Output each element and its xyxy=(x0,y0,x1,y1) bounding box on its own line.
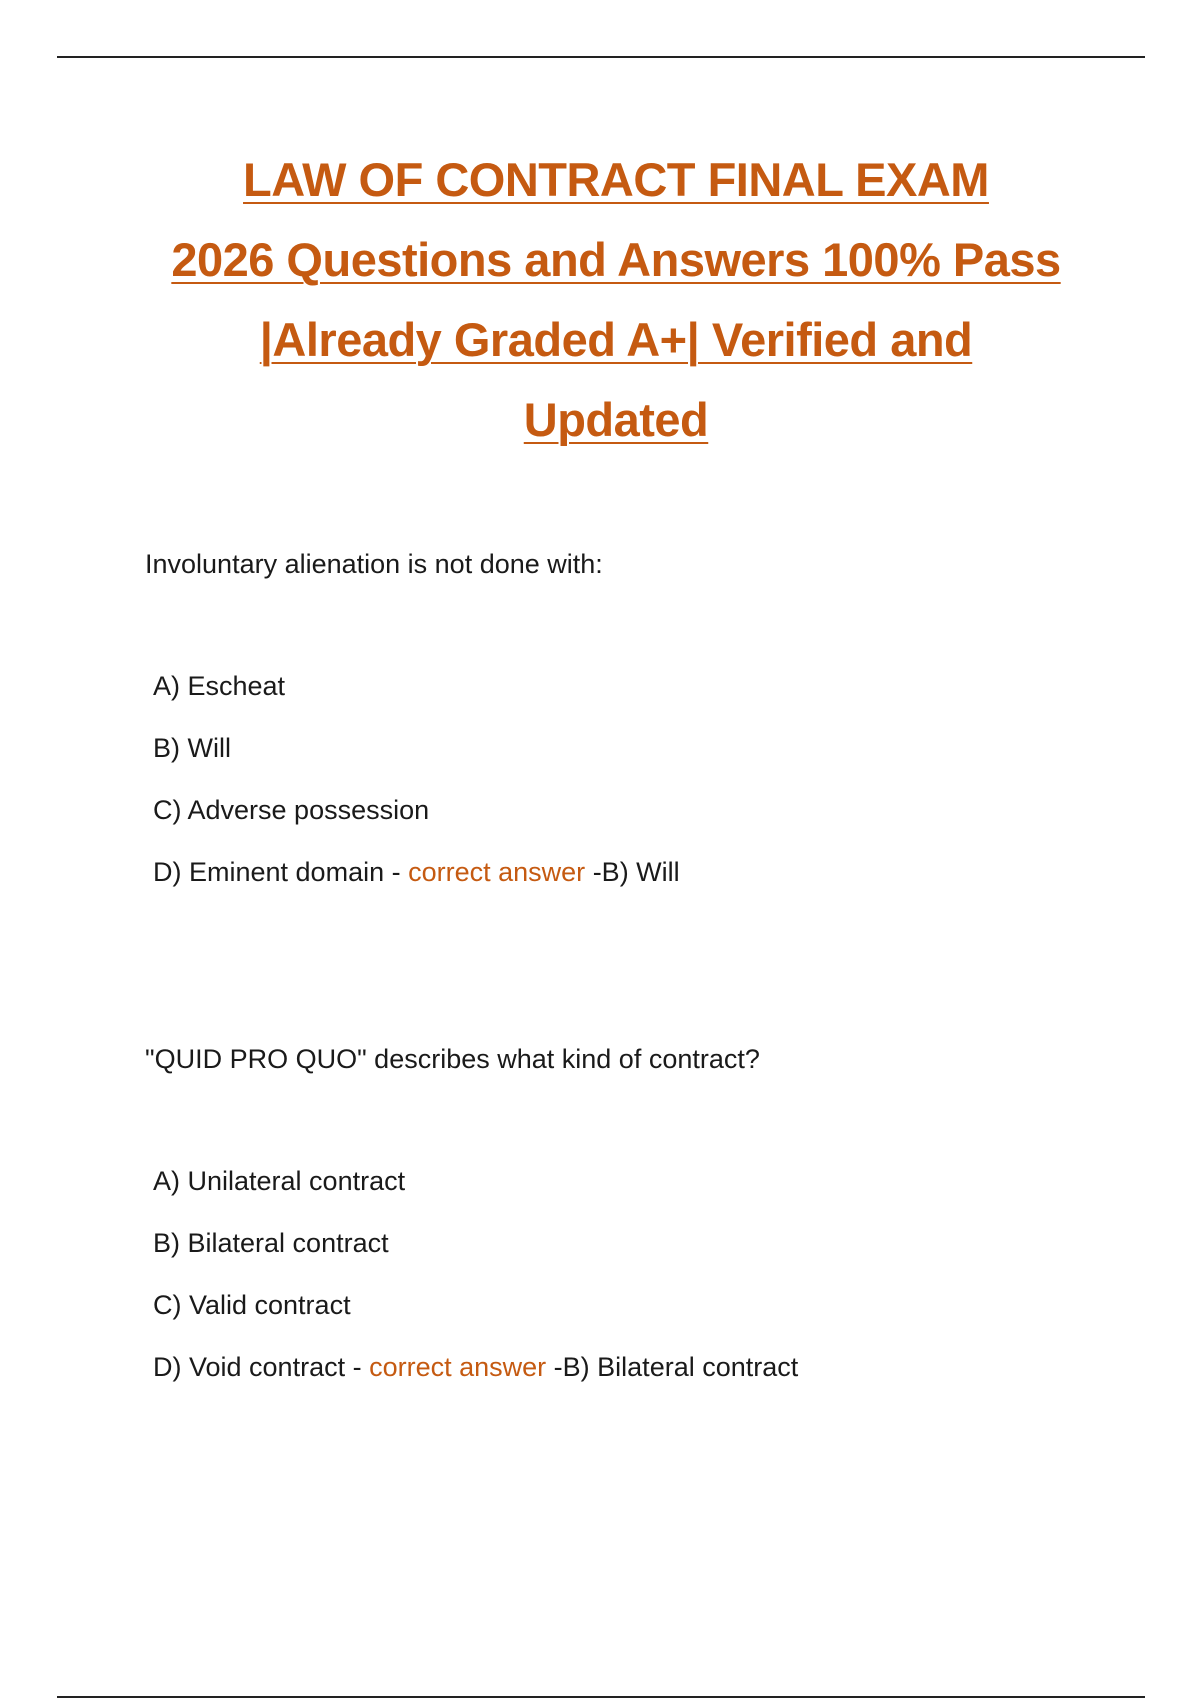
option-d-with-answer xyxy=(153,1350,798,1412)
correct-answer-label: correct answer xyxy=(408,857,586,887)
title-line: LAW OF CONTRACT FINAL EXAM xyxy=(243,153,989,206)
top-divider xyxy=(57,56,1145,58)
question-prompt: Involuntary alienation is not done with: xyxy=(145,549,603,579)
bottom-divider xyxy=(57,1696,1145,1698)
option-d: D) Void contract - xyxy=(153,1352,362,1382)
document-title xyxy=(100,140,1132,460)
answer-options xyxy=(153,1164,798,1412)
correct-answer: -B) Will xyxy=(592,857,680,887)
option-b: B) Will xyxy=(153,733,231,763)
correct-answer-label: correct answer xyxy=(369,1352,547,1382)
question-prompt: "QUID PRO QUO" describes what kind of contract? xyxy=(145,1044,760,1074)
option-d: D) Eminent domain - xyxy=(153,857,401,887)
option-d-with-answer xyxy=(153,855,680,917)
option-b: B) Bilateral contract xyxy=(153,1228,389,1258)
option-a: A) Unilateral contract xyxy=(153,1166,406,1196)
option-c: C) Adverse possession xyxy=(153,795,430,825)
title-line: |Already Graded A+| Verified and xyxy=(259,313,973,366)
option-c: C) Valid contract xyxy=(153,1290,351,1320)
title-line: Updated xyxy=(523,393,709,446)
correct-answer: -B) Bilateral contract xyxy=(553,1352,799,1382)
title-line: 2026 Questions and Answers 100% Pass xyxy=(171,233,1061,286)
option-a: A) Escheat xyxy=(153,671,286,701)
answer-options xyxy=(153,669,680,917)
